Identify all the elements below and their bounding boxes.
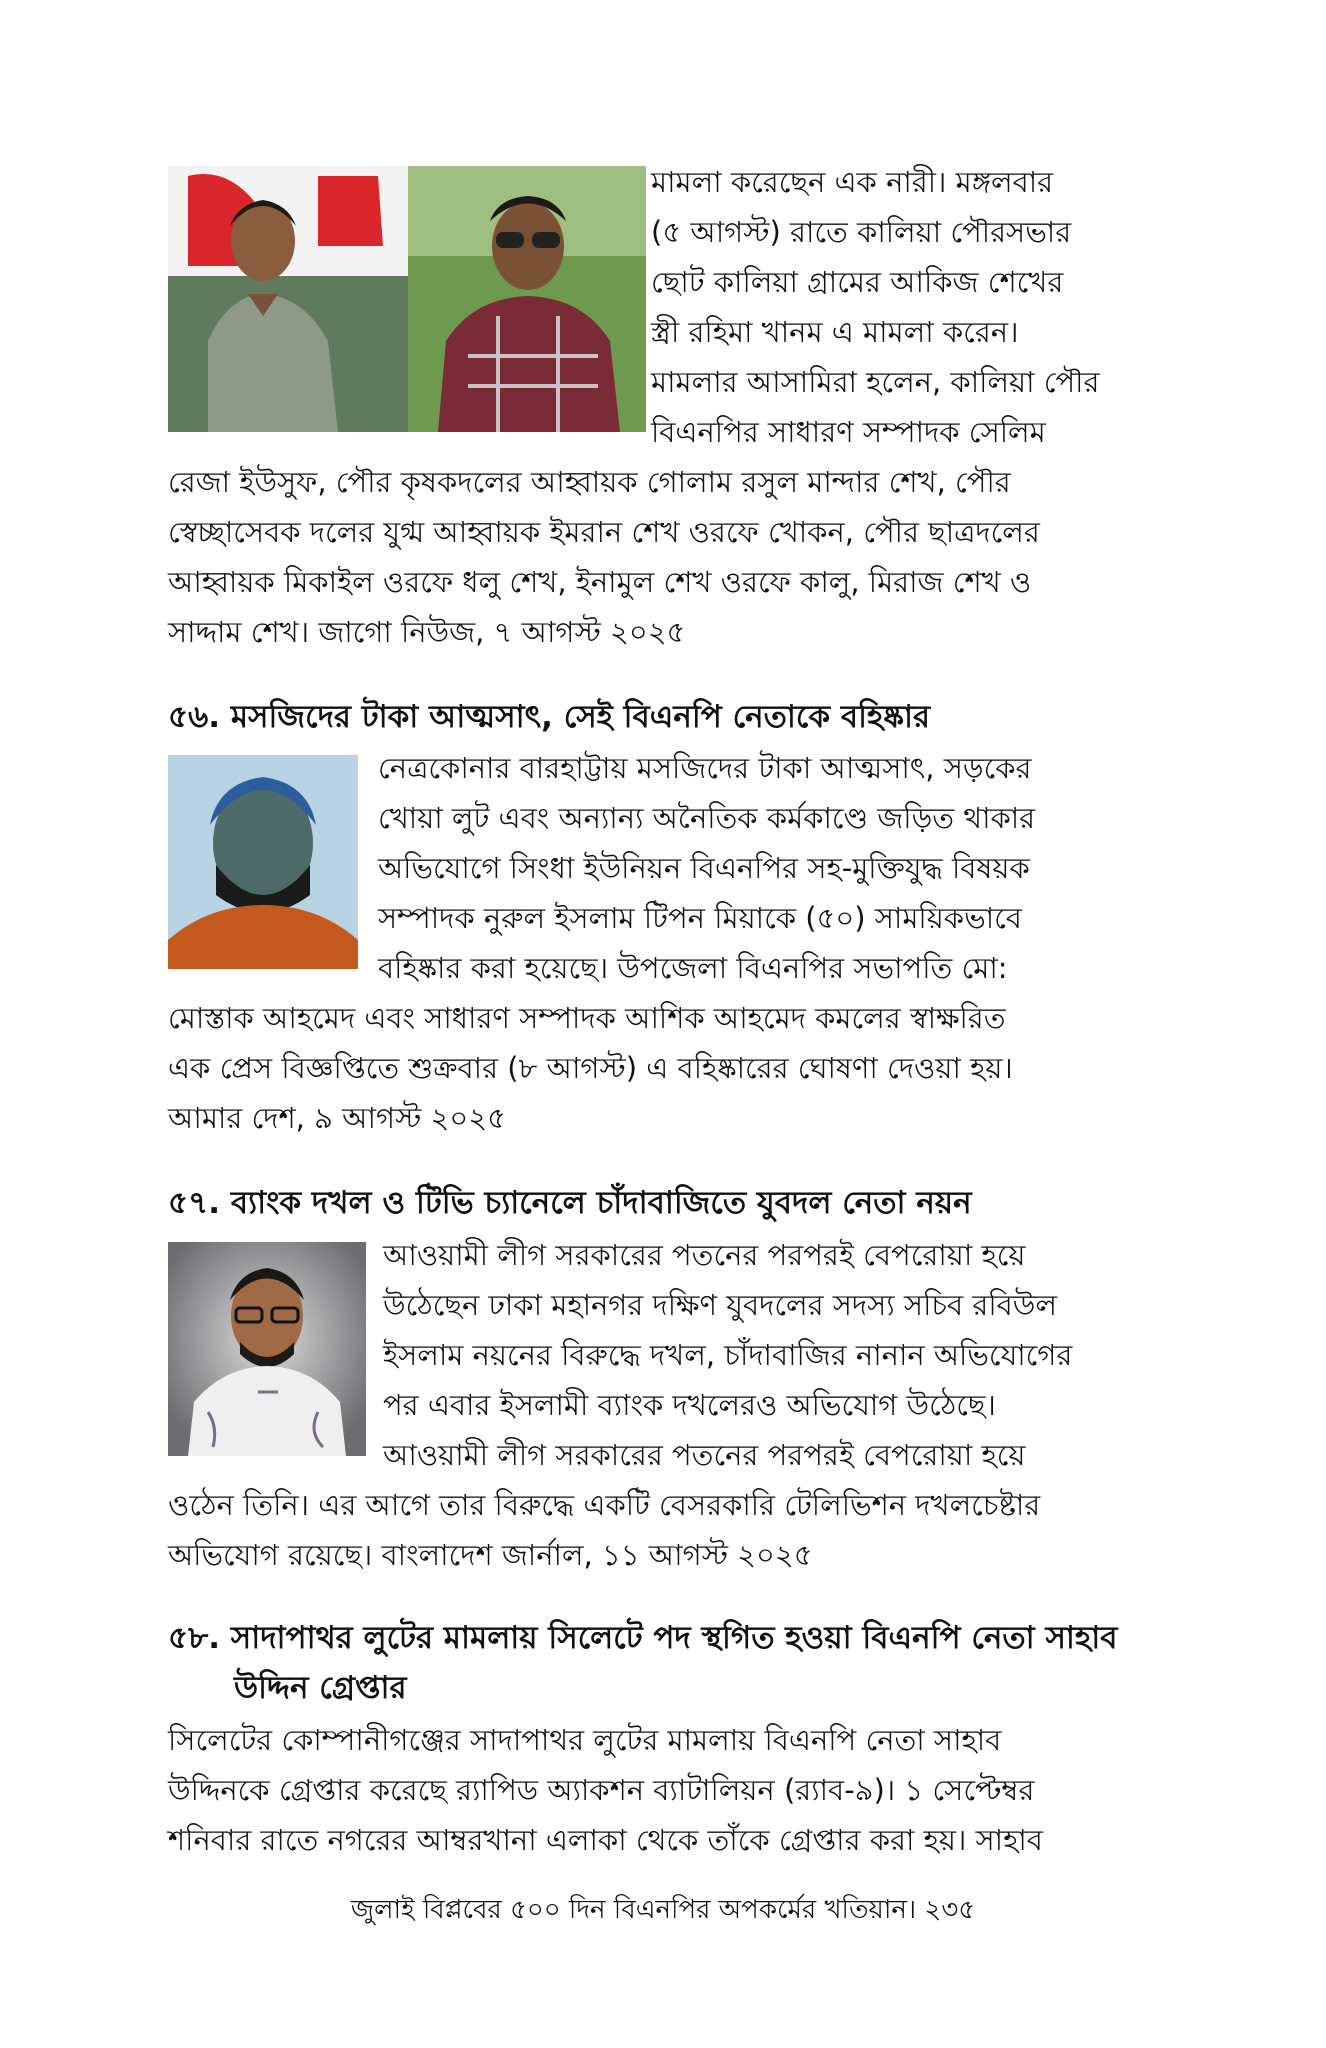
tipon-miah-photo	[168, 755, 358, 969]
text-line: বহিষ্কার করা হয়েছে। উপজেলা বিএনপির সভাপতি মো:	[378, 951, 1008, 985]
entry57-heading: ৫৭. ব্যাংক দখল ও টিভি চ্যানেলে চাঁদাবাজিতে যুবদল নেতা নয়ন	[168, 1185, 972, 1221]
entry56-beside-photo	[378, 743, 1158, 993]
entry58-body	[168, 1715, 1158, 1865]
text-line: স্ত্রী রহিমা খানম এ মামলা করেন।	[651, 315, 1019, 349]
entry58-heading-line1: ৫৮. সাদাপাথর লুটের মামলায় সিলেটে পদ স্থগিত হওয়া বিএনপি নেতা সাহাব	[168, 1620, 1118, 1656]
text-line: আহ্বায়ক মিকাইল ওরফে ধলু শেখ, ইনামুল শেখ ওরফে কালু, মিরাজ শেখ ও	[168, 565, 1032, 599]
entry57-beside-photo	[383, 1230, 1158, 1480]
nayan-photo	[168, 1242, 366, 1456]
text-line: নেত্রকোনার বারহাট্টায় মসজিদের টাকা আত্মসাৎ, সড়কের	[378, 751, 1032, 785]
text-line: উঠেছেন ঢাকা মহানগর দক্ষিণ যুবদলের সদস্য সচিব রবিউল	[383, 1288, 1057, 1322]
page-footer: জুলাই বিপ্লবের ৫০০ দিন বিএনপির অপকর্মের খতিয়ান। ২৩৫	[350, 1895, 976, 1925]
text-line: সম্পাদক নুরুল ইসলাম টিপন মিয়াকে (৫০) সাময়িকভাবে	[378, 901, 1022, 935]
entry58-heading-line2: উদ্দিন গ্রেপ্তার	[234, 1670, 407, 1706]
text-line: অভিযোগ রয়েছে। বাংলাদেশ জার্নাল, ১১ আগস্ট ২০২৫	[168, 1538, 813, 1572]
text-line: (৫ আগস্ট) রাতে কালিয়া পৌরসভার	[651, 215, 1072, 249]
text-line: খোয়া লুট এবং অন্যান্য অনৈতিক কর্মকাণ্ডে জড়িত থাকার	[378, 801, 1036, 835]
entry56-full-width	[168, 993, 1158, 1143]
entry55-full-width	[168, 457, 1158, 657]
entry57-full-width	[168, 1480, 1158, 1580]
text-line: মোস্তাক আহমেদ এবং সাধারণ সম্পাদক আশিক আহমেদ কমলের স্বাক্ষরিত	[168, 1001, 1006, 1035]
text-line: রেজা ইউসুফ, পৌর কৃষকদলের আহ্বায়ক গোলাম রসুল মান্দার শেখ, পৌর	[168, 465, 1011, 499]
text-line: মামলা করেছেন এক নারী। মঙ্গলবার	[651, 165, 1054, 199]
entry58-heading	[168, 1613, 1158, 1713]
text-line: আমার দেশ, ৯ আগস্ট ২০২৫	[168, 1101, 506, 1135]
text-line: ইসলাম নয়নের বিরুদ্ধে দখল, চাঁদাবাজির নানান অভিযোগের	[383, 1338, 1073, 1372]
text-line: পর এবার ইসলামী ব্যাংক দখলেরও অভিযোগ উঠেছে।	[383, 1388, 996, 1422]
text-line: অভিযোগে সিংধা ইউনিয়ন বিএনপির সহ-মুক্তিযুদ্ধ বিষয়ক	[378, 851, 1030, 885]
text-line: মামলার আসামিরা হলেন, কালিয়া পৌর	[651, 365, 1100, 399]
entry55-beside-photo	[651, 157, 1158, 457]
text-line: সিলেটের কোম্পানীগঞ্জের সাদাপাথর লুটের মামলায় বিএনপি নেতা সাহাব	[168, 1723, 1002, 1757]
text-line: আওয়ামী লীগ সরকারের পতনের পরপরই বেপরোয়া হয়ে	[383, 1438, 1026, 1472]
text-line: সাদ্দাম শেখ। জাগো নিউজ, ৭ আগস্ট ২০২৫	[168, 615, 686, 649]
entry56-heading: ৫৬. মসজিদের টাকা আত্মসাৎ, সেই বিএনপি নেতাকে বহিষ্কার	[168, 699, 931, 735]
text-line: উদ্দিনকে গ্রেপ্তার করেছে র‍্যাপিড অ্যাকশন ব্যাটালিয়ন (র‍্যাব-৯)। ১ সেপ্টেম্বর	[168, 1773, 1035, 1807]
two-men-photo	[168, 166, 646, 432]
text-line: ছোট কালিয়া গ্রামের আকিজ শেখের	[651, 265, 1064, 299]
text-line: শনিবার রাতে নগরের আম্বরখানা এলাকা থেকে তাঁকে গ্রেপ্তার করা হয়। সাহাব	[168, 1823, 1043, 1857]
text-line: আওয়ামী লীগ সরকারের পতনের পরপরই বেপরোয়া হয়ে	[383, 1238, 1026, 1272]
text-line: ওঠেন তিনি। এর আগে তার বিরুদ্ধে একটি বেসরকারি টেলিভিশন দখলচেষ্টার	[168, 1488, 1041, 1522]
text-line: স্বেচ্ছাসেবক দলের যুগ্ম আহ্বায়ক ইমরান শেখ ওরফে খোকন, পৌর ছাত্রদলের	[168, 515, 1040, 549]
text-line: এক প্রেস বিজ্ঞপ্তিতে শুক্রবার (৮ আগস্ট) এ বহিষ্কারের ঘোষণা দেওয়া হয়।	[168, 1051, 1013, 1085]
text-line: বিএনপির সাধারণ সম্পাদক সেলিম	[651, 415, 1046, 449]
